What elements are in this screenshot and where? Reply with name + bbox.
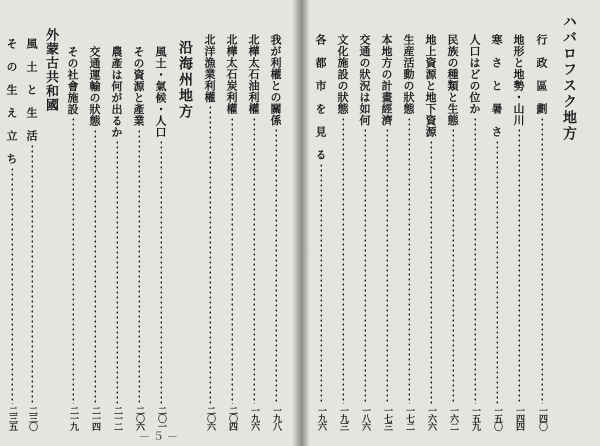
toc-entry[interactable] xyxy=(359,34,370,430)
toc-entry[interactable] xyxy=(315,34,326,430)
toc-entry-label: 風 土 と 生 活 xyxy=(25,38,38,142)
toc-entry-label: 地形と地勢・山川 xyxy=(512,34,525,126)
leader-dots xyxy=(253,117,255,405)
leader-dots xyxy=(452,128,454,404)
toc-entry-page: 二〇六 xyxy=(205,406,215,430)
toc-entry-page: 一五〇 xyxy=(492,406,502,430)
leader-dots xyxy=(72,117,74,404)
toc-entry-page: 二〇一 xyxy=(156,406,166,430)
section-title-text: ハバロフスク地方 xyxy=(561,14,577,142)
section-title-coastal xyxy=(178,40,192,120)
toc-entry-page: 一五九 xyxy=(470,406,480,430)
leader-dots xyxy=(408,117,410,405)
leader-dots xyxy=(474,117,476,405)
toc-entry[interactable] xyxy=(270,34,281,430)
toc-entry-label: 各 都 市 を 見 る xyxy=(314,34,327,161)
toc-entry-page: 二一二 xyxy=(112,406,122,430)
toc-entry-label: 民族の種類と生態 xyxy=(446,34,459,126)
leader-dots xyxy=(518,128,520,404)
toc-entry[interactable] xyxy=(89,46,100,430)
toc-entry-page: 一九六 xyxy=(316,406,326,430)
toc-entry-page: 二一九 xyxy=(68,406,78,430)
section-title-khabarovsk xyxy=(562,14,576,142)
toc-entry-page: 二〇六 xyxy=(134,406,144,430)
toc-entry-page: 二三〇 xyxy=(27,406,37,430)
toc-entry-page: 一九三 xyxy=(338,406,348,430)
toc-entry-page: 二一四 xyxy=(90,406,100,430)
leader-dots xyxy=(231,117,233,405)
leader-dots xyxy=(364,128,366,404)
toc-entry-label: 本地方の計畫經濟 xyxy=(380,34,393,126)
toc-entry-label: 寒 さ と 暑 さ xyxy=(490,34,503,138)
leader-dots xyxy=(116,140,118,404)
leader-dots xyxy=(342,117,344,405)
toc-entry[interactable] xyxy=(513,34,524,430)
leader-dots xyxy=(94,129,96,405)
toc-entry-page: 二三五 xyxy=(7,406,17,430)
toc-entry-label: 北洋漁業利權 xyxy=(203,34,216,103)
leader-dots xyxy=(138,129,140,405)
page-number-footer: －５－ xyxy=(139,430,181,443)
toc-entry-page: 一四四 xyxy=(514,406,524,430)
toc-entry-label: 交通の狀況は如何 xyxy=(358,34,371,126)
toc-entry[interactable] xyxy=(337,34,348,430)
toc-entry[interactable] xyxy=(6,38,17,430)
toc-entry-label: 地上資源と地下資源 xyxy=(424,34,437,138)
book-gutter xyxy=(292,0,310,446)
toc-entry[interactable] xyxy=(469,34,480,430)
toc-entry-page: 二〇四 xyxy=(227,406,237,430)
toc-entry[interactable] xyxy=(491,34,502,430)
toc-entry[interactable] xyxy=(111,46,122,430)
toc-entry[interactable] xyxy=(536,34,547,430)
toc-entry-label: 交通運輸の狀態 xyxy=(88,46,101,127)
leader-dots xyxy=(541,117,543,405)
toc-entry[interactable] xyxy=(226,34,237,430)
leader-dots xyxy=(11,167,13,405)
leader-dots xyxy=(160,140,162,404)
toc-entry-label: 風土・氣候・人口 xyxy=(154,46,167,138)
toc-entry-label: 北樺太石炭利權 xyxy=(225,34,238,115)
leader-dots xyxy=(275,128,277,404)
leader-dots xyxy=(430,140,432,405)
toc-entry-label: そ の 生 え 立 ち xyxy=(5,38,18,165)
toc-entry-label: 北樺太石油利權 xyxy=(247,34,260,115)
section-title-text: 外蒙古共和國 xyxy=(43,28,58,112)
toc-entry-label: 農產は何が出るか xyxy=(110,46,123,138)
toc-entry-page: 一四〇 xyxy=(537,406,547,430)
toc-entry-label: 文化施設の狀態 xyxy=(336,34,349,115)
toc-entry[interactable] xyxy=(155,46,166,430)
toc-entry[interactable] xyxy=(248,34,259,430)
toc-entry-page: 一九六 xyxy=(249,406,259,430)
toc-entry[interactable] xyxy=(403,34,414,430)
toc-entry-page: 一七二 xyxy=(404,406,414,430)
toc-entry[interactable] xyxy=(204,34,215,430)
toc-entry-label: 行 政 區 劃 xyxy=(535,34,548,115)
toc-entry[interactable] xyxy=(425,34,436,430)
leader-dots xyxy=(31,144,33,405)
section-title-mongolia xyxy=(44,28,57,112)
toc-entry-page: 一九八 xyxy=(271,406,281,430)
leader-dots xyxy=(320,163,322,405)
section-title-text: 沿海州地方 xyxy=(177,40,193,120)
toc-entry-page: 一六二 xyxy=(448,406,458,430)
toc-entry-page: 一八六 xyxy=(360,406,370,430)
toc-entry-page: 一六六 xyxy=(426,406,436,430)
toc-entry[interactable] xyxy=(133,46,144,430)
toc-entry[interactable] xyxy=(26,38,37,430)
toc-entry[interactable] xyxy=(67,46,78,430)
toc-entry-label: その社會施設 xyxy=(66,46,79,115)
leader-dots xyxy=(496,140,498,405)
toc-entry-label: 人口はどの位か xyxy=(468,34,481,115)
leader-dots xyxy=(209,105,211,404)
toc-entry-label: 生産活動の狀態 xyxy=(402,34,415,115)
toc-entry-page: 一七三 xyxy=(382,406,392,430)
toc-entry[interactable] xyxy=(447,34,458,430)
leader-dots xyxy=(386,128,388,404)
toc-entry-label: その資源と產業 xyxy=(132,46,145,127)
toc-entry[interactable] xyxy=(381,34,392,430)
toc-entry-label: 我が利權との關係 xyxy=(269,34,282,126)
